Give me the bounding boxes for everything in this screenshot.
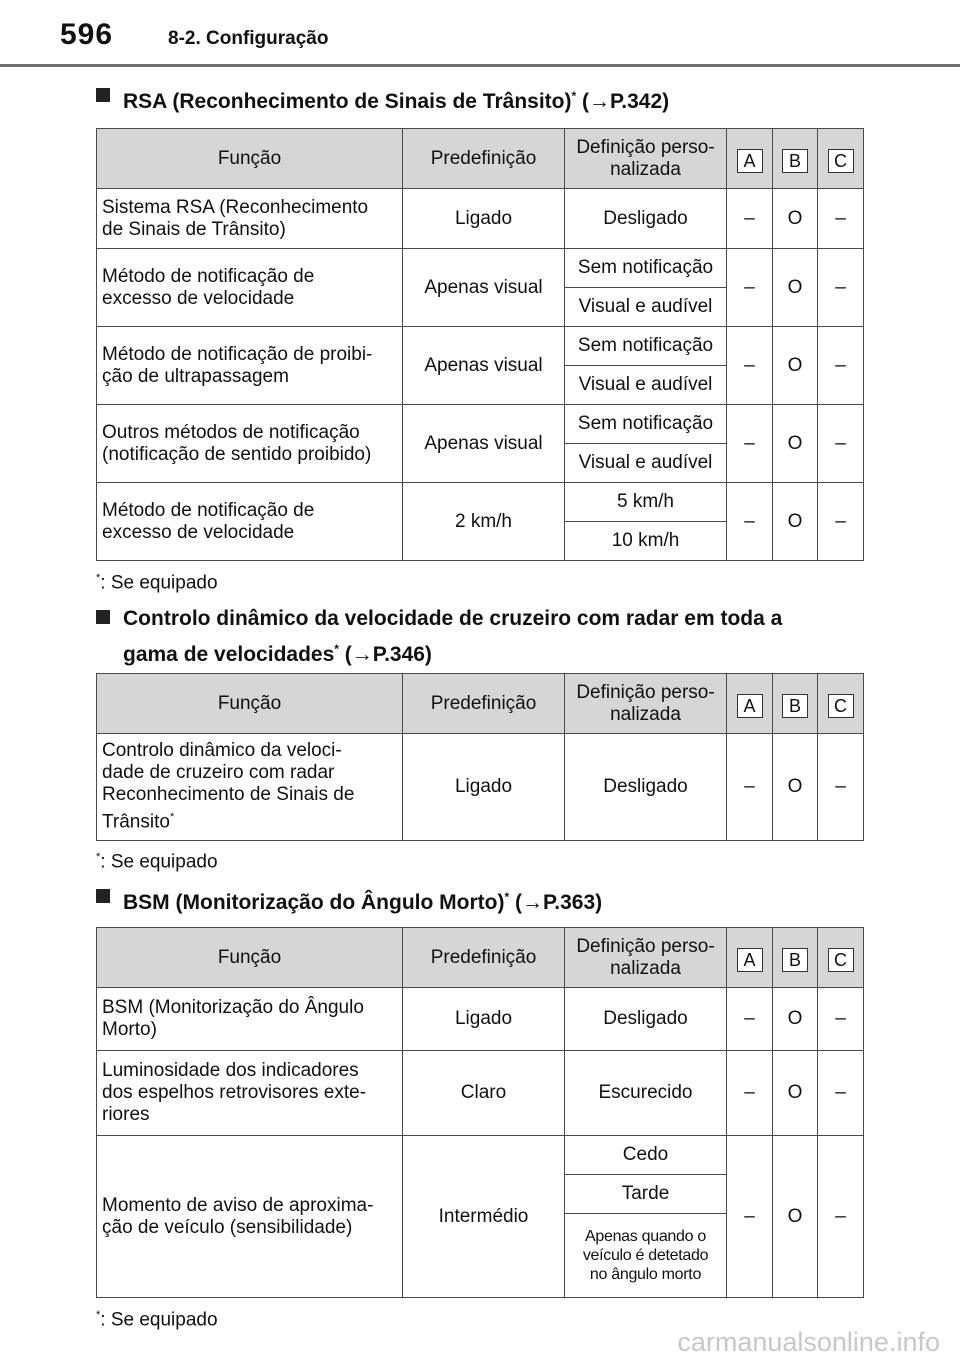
c-cell: – [818,189,864,249]
option-cell: 5 km/h [565,483,727,522]
square-bullet-icon [96,889,110,903]
predefinicao-cell: 2 km/h [403,483,565,561]
predefinicao-cell: Apenas visual [403,405,565,483]
table-header-row [97,129,864,189]
page-reference: (→P.363) [509,891,603,914]
funcao-cell: Método de notificação de proibi- ção de ultrapassagem [97,327,403,405]
col-definicao: Definição perso- nalizada [565,928,727,988]
predefinicao-cell: Ligado [403,189,565,249]
footnote-marker: * [571,89,577,103]
watermark: carmanualsonline.info [677,1327,940,1357]
col-a: A [727,928,773,988]
option-cell: Desligado [565,988,727,1051]
b-cell: O [773,327,818,405]
funcao-cell: Luminosidade dos indicadores dos espelhos retrovisores exte- riores [97,1051,403,1136]
option-cell: Visual e audível [565,444,727,483]
footnote: *: Se equipado [96,572,218,594]
option-cell: Sem notificação [565,327,727,366]
c-cell: – [818,327,864,405]
col-a: A [727,129,773,189]
c-cell: – [818,483,864,561]
funcao-cell: Método de notificação de excesso de velocidade [97,249,403,327]
table-header-row [97,928,864,988]
rsa-settings-table [96,128,864,561]
option-cell: Tarde [565,1175,727,1214]
a-cell: – [727,734,773,841]
option-cell: Visual e audível [565,366,727,405]
predefinicao-cell: Apenas visual [403,327,565,405]
a-cell: – [727,1136,773,1298]
predefinicao-cell: Claro [403,1051,565,1136]
c-cell: – [818,249,864,327]
b-cell: O [773,405,818,483]
page-reference: (→P.342) [576,90,670,113]
col-b: B [773,674,818,734]
page-number: 596 [60,18,114,51]
col-funcao: Função [97,674,403,734]
a-cell: – [727,405,773,483]
table-row [97,249,864,288]
c-cell: – [818,734,864,841]
b-cell: O [773,1136,818,1298]
table-row [97,1136,864,1175]
col-c: C [818,674,864,734]
footnote-marker: * [169,811,175,824]
funcao-cell: Método de notificação de excesso de velocidade [97,483,403,561]
section-rsa-heading [96,81,669,117]
a-cell: – [727,1051,773,1136]
footnote-marker: * [96,1309,101,1321]
option-cell: Visual e audível [565,288,727,327]
square-bullet-icon [96,610,110,624]
b-cell: O [773,249,818,327]
page-reference: (→P.346) [338,643,432,666]
funcao-cell: Sistema RSA (Reconhecimento de Sinais de Trânsito) [97,189,403,249]
col-a: A [727,674,773,734]
footnote: *: Se equipado [96,851,218,873]
option-cell: Sem notificação [565,249,727,288]
predefinicao-cell: Ligado [403,988,565,1051]
table-row [97,327,864,366]
table-row [97,405,864,444]
col-definicao: Definição perso- nalizada [565,674,727,734]
a-cell: – [727,189,773,249]
c-cell: – [818,988,864,1051]
option-cell: Cedo [565,1136,727,1175]
section-cruise-control-heading [96,603,782,670]
table-row [97,988,864,1051]
b-cell: O [773,1051,818,1136]
section-title: RSA (Reconhecimento de Sinais de Trânsito) [123,90,572,113]
a-cell: – [727,249,773,327]
a-cell: – [727,327,773,405]
table-row [97,734,864,841]
option-cell: Desligado [565,734,727,841]
footnote: *: Se equipado [96,1309,218,1331]
header-divider [0,64,960,67]
footnote-marker: * [96,851,101,863]
footnote-marker: * [504,890,510,904]
funcao-cell: Momento de aviso de aproxima- ção de veículo (sensibilidade) [97,1136,403,1298]
col-definicao: Definição perso- nalizada [565,129,727,189]
bsm-settings-table [96,927,864,1298]
square-bullet-icon [96,88,110,102]
col-b: B [773,129,818,189]
section-title: BSM (Monitorização do Ângulo Morto) [123,891,505,914]
predefinicao-cell: Apenas visual [403,249,565,327]
table-row [97,1051,864,1136]
option-cell: Apenas quando o veículo é detetado no ângulo morto [565,1214,727,1298]
footnote-marker: * [334,642,339,656]
b-cell: O [773,988,818,1051]
col-predefinicao: Predefinição [403,674,565,734]
funcao-cell: Outros métodos de notificação (notificação de sentido proibido) [97,405,403,483]
table-row [97,483,864,522]
c-cell: – [818,405,864,483]
c-cell: – [818,1051,864,1136]
cruise-control-settings-table [96,673,864,841]
footnote-marker: * [96,572,101,584]
c-cell: – [818,1136,864,1298]
b-cell: O [773,483,818,561]
b-cell: O [773,189,818,249]
col-predefinicao: Predefinição [403,928,565,988]
col-funcao: Função [97,129,403,189]
chapter-title: 8-2. Configuração [168,28,329,49]
option-cell: Desligado [565,189,727,249]
section-title: Controlo dinâmico da velocidade de cruzeiro com radar em toda a gama de velocidades [123,607,783,666]
predefinicao-cell: Ligado [403,734,565,841]
funcao-cell: BSM (Monitorização do Ângulo Morto) [97,988,403,1051]
col-b: B [773,928,818,988]
funcao-cell: Controlo dinâmico da veloci- dade de cruzeiro com radar Reconhecimento de Sinais de Trânsito* [97,734,403,841]
col-funcao: Função [97,928,403,988]
section-bsm-heading [96,882,602,918]
a-cell: – [727,988,773,1051]
option-cell: Escurecido [565,1051,727,1136]
col-predefinicao: Predefinição [403,129,565,189]
option-cell: 10 km/h [565,522,727,561]
col-c: C [818,928,864,988]
table-header-row [97,674,864,734]
b-cell: O [773,734,818,841]
a-cell: – [727,483,773,561]
predefinicao-cell: Intermédio [403,1136,565,1298]
option-cell: Sem notificação [565,405,727,444]
col-c: C [818,129,864,189]
table-row [97,189,864,249]
